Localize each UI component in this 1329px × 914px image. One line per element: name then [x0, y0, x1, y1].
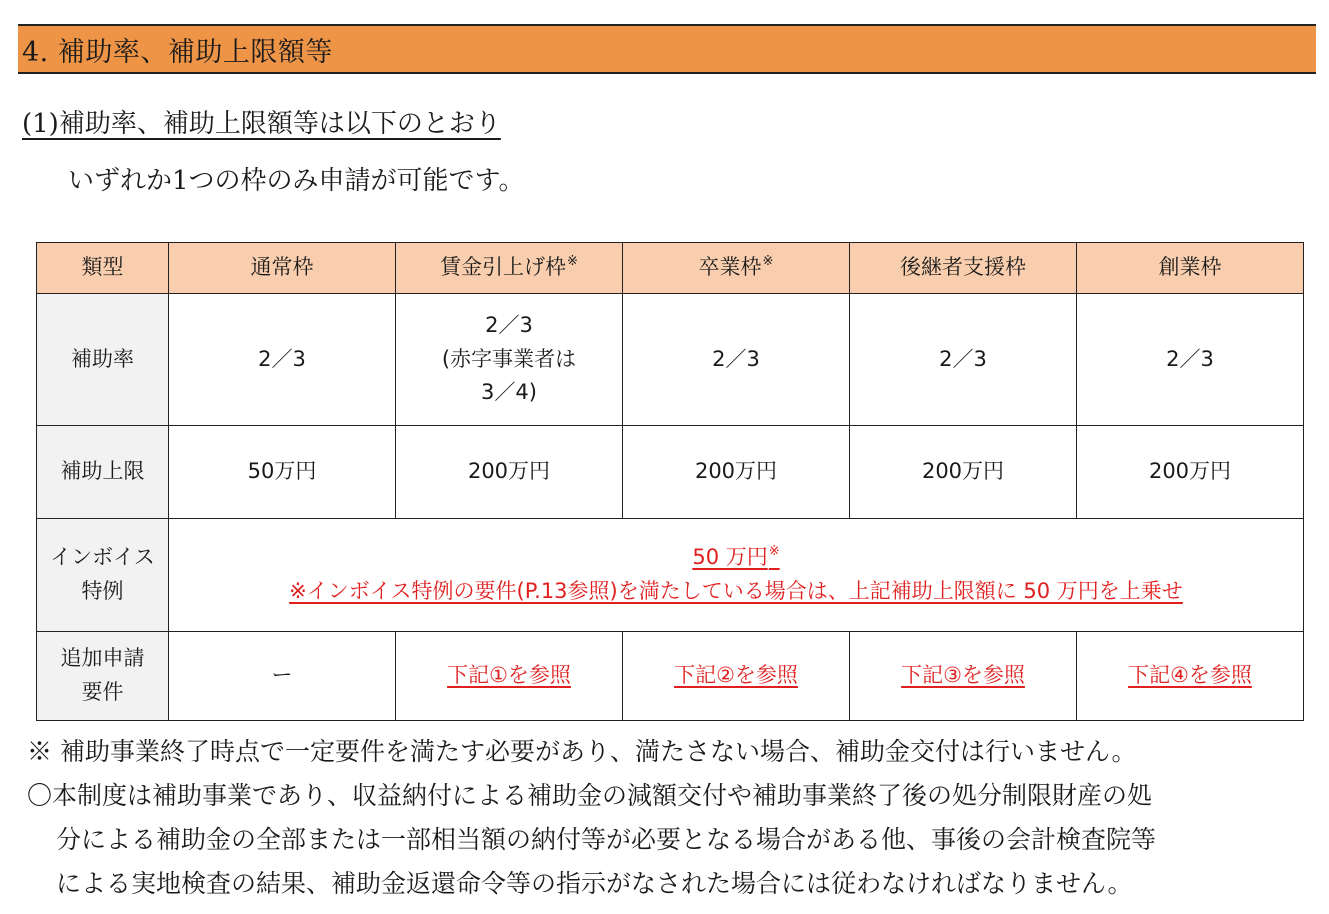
header-wage-increase	[396, 243, 623, 294]
additional-link-2[interactable]: 下記②を参照	[674, 663, 798, 688]
cap-wage-increase: 200万円	[396, 426, 623, 519]
rate-regular: 2／3	[169, 294, 396, 426]
cap-successor: 200万円	[850, 426, 1077, 519]
row-label-rate: 補助率	[37, 294, 169, 426]
table-row-additional	[37, 632, 1304, 721]
header-startup-label: 創業枠	[1158, 255, 1222, 280]
row-label-additional-line2: 要件	[81, 680, 124, 704]
header-successor-label: 後継者支援枠	[900, 255, 1026, 280]
intro-text: いずれか1つの枠のみ申請が可能です。	[68, 166, 525, 196]
rate-successor: 2／3	[850, 294, 1077, 426]
cap-graduation: 200万円	[623, 426, 850, 519]
header-regular	[169, 243, 396, 294]
header-wage-label: 賃金引上げ枠	[440, 255, 567, 280]
header-startup	[1077, 243, 1304, 294]
header-graduation	[623, 243, 850, 294]
additional-graduation	[623, 632, 850, 721]
invoice-special-cell	[169, 519, 1304, 632]
subheading: (1)補助率、補助上限額等は以下のとおり	[22, 109, 501, 139]
row-label-invoice-line1: インボイス	[50, 545, 155, 570]
row-label-additional-line1: 追加申請	[60, 646, 145, 671]
header-type: 類型	[37, 243, 169, 294]
additional-startup	[1077, 632, 1304, 721]
rate-wage-line2: (赤字事業者は	[441, 346, 577, 371]
note-line-1: ※ 補助事業終了時点で一定要件を満たす必要があり、満たさない場合、補助金交付は行いません。	[27, 737, 1137, 766]
header-graduation-mark: ※	[762, 254, 774, 270]
rate-wage-line1: 2／3	[485, 313, 533, 338]
rate-wage-increase	[396, 294, 623, 426]
additional-link-1[interactable]: 下記①を参照	[447, 663, 571, 688]
table-row-invoice	[37, 519, 1304, 632]
additional-wage-increase	[396, 632, 623, 721]
table-row-cap	[37, 426, 1304, 519]
header-row	[37, 243, 1304, 294]
note-line-3: 分による補助金の全部または一部相当額の納付等が必要となる場合がある他、事後の会計検査院等	[56, 825, 1157, 854]
row-label-additional	[37, 632, 169, 721]
rate-wage-line3: 3／4)	[481, 380, 537, 405]
additional-regular: ー	[169, 632, 396, 721]
header-graduation-label: 卒業枠	[698, 255, 762, 280]
table-row-rate	[37, 294, 1304, 426]
note-line-2: 〇本制度は補助事業であり、収益納付による補助金の減額交付や補助事業終了後の処分制限財産の処	[27, 781, 1153, 810]
rate-startup: 2／3	[1077, 294, 1304, 426]
invoice-note: ※インボイス特例の要件(P.13参照)を満たしている場合は、上記補助上限額に 50 万円を上乗せ	[289, 579, 1183, 603]
additional-link-4[interactable]: 下記④を参照	[1128, 663, 1252, 688]
cap-startup: 200万円	[1077, 426, 1304, 519]
section-title: 4. 補助率、補助上限額等	[22, 36, 333, 68]
cap-regular: 50万円	[169, 426, 396, 519]
notes-block	[27, 730, 1322, 906]
section-header	[18, 24, 1316, 74]
additional-successor	[850, 632, 1077, 721]
header-successor	[850, 243, 1077, 294]
invoice-amount-text: 50 万円	[692, 545, 768, 570]
subsidy-table	[36, 242, 1304, 721]
row-label-invoice	[37, 519, 169, 632]
note-line-4: による実地検査の結果、補助金返還命令等の指示がなされた場合には従わなければなりません。	[56, 869, 1133, 898]
invoice-amount	[169, 541, 1303, 575]
invoice-amount-mark: ※	[768, 544, 780, 560]
additional-link-3[interactable]: 下記③を参照	[901, 663, 1025, 688]
row-label-cap: 補助上限	[37, 426, 169, 519]
row-label-invoice-line2: 特例	[81, 579, 124, 603]
header-wage-mark: ※	[567, 254, 578, 270]
header-regular-label: 通常枠	[250, 255, 314, 280]
rate-graduation: 2／3	[623, 294, 850, 426]
